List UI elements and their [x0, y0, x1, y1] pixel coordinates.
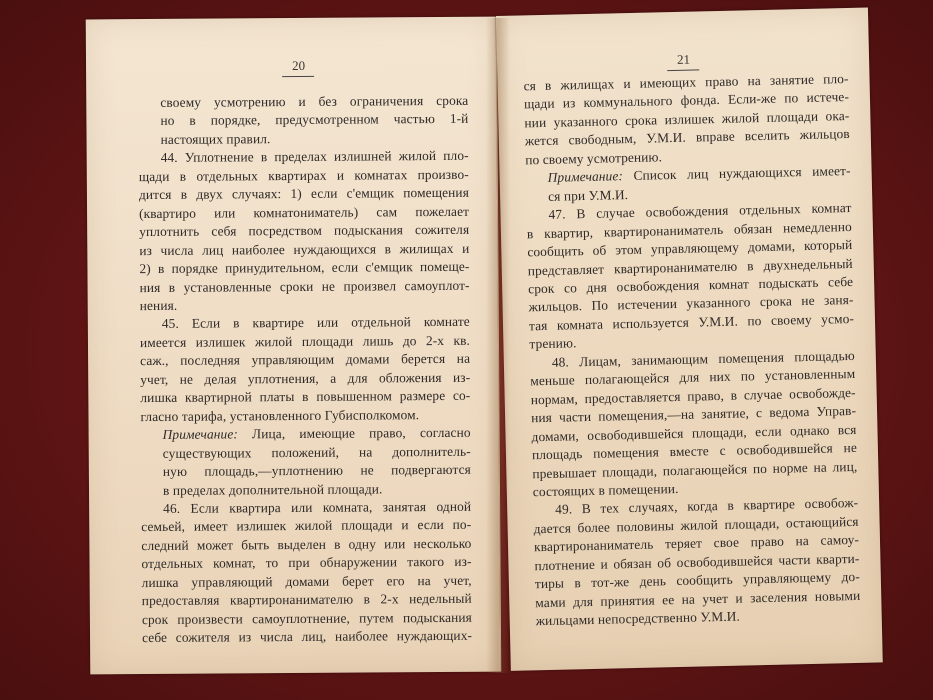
page-number: 20 — [291, 57, 306, 74]
text-line: срок произвести самоуплотнение, путем подыскания — [141, 609, 472, 627]
text-line: площадь помещения вместе с освободившейся не — [531, 439, 858, 463]
text-line: сообщить об этом управляющему домами, который — [527, 237, 853, 260]
page-number-rule — [667, 69, 699, 71]
text-line: нии указанного срока излишек жилой площади ока- — [524, 107, 850, 131]
text-line: гласно тарифа, установленного Губисполкомом. — [140, 406, 420, 424]
text-line: семьей, имеет излишек жилой площади и если по- — [141, 517, 472, 535]
text-line: ся при У.М.И. — [547, 186, 629, 204]
text-line: меньше полагающейся для них по установленным — [530, 366, 856, 389]
left-page — [86, 17, 502, 675]
text-line: трению. — [529, 335, 577, 352]
text-line: из числа лиц наиболее нуждающихся в жилищах и — [139, 240, 470, 258]
text-line: себе сожителя из числа лиц, наиболее нуждающих- — [141, 627, 473, 646]
text-line: мами для принятия ее на учет и заселения новыми — [535, 587, 861, 610]
text-line: своему усмотрению и без ограничения срока — [160, 92, 469, 110]
text-line: отдельных комнат, то при обнаружении такого из- — [141, 554, 472, 572]
text-line: состоящих в помещении. — [532, 480, 679, 500]
text-line: жильцами непосредственно У.М.И. — [535, 608, 741, 629]
text-line: нения. — [139, 297, 178, 314]
text-line: квартиронаниматель теряет свое право на самоу- — [533, 532, 860, 555]
text-line: жется свободным, У.М.И. вправе вселить жильцов — [524, 126, 850, 149]
text-line: ния в установленные сроки не произвел самоуплот- — [139, 277, 470, 295]
text-line: тая комната используется У.М.И. по своему усмо- — [528, 310, 855, 334]
text-line: домами, освободившейся площади, если однако вся — [531, 421, 857, 444]
text-line: в пределах дополнительной площади. — [162, 480, 383, 498]
text-line: 48. Лицам, занимающим помещения площадью — [551, 347, 855, 370]
text-line: 44. Уплотнение в пределах излишней жилой пло- — [160, 148, 469, 166]
text-line: дится в двух случаях: 1) если с'емщик помещения — [138, 185, 469, 203]
text-line: превышает площади, полагающейся по норме на лиц, — [532, 458, 858, 481]
text-line: лишка квартирной платы в повышенном размере со- — [140, 388, 471, 406]
text-line: 47. В случае освобождения отдельных комнат — [548, 200, 852, 223]
text-line: настоящих правил. — [160, 131, 271, 147]
text-line: ния части помещения,—на занятие, с ведома Управ- — [530, 403, 857, 426]
text-line: щади в отдельных квартирах и комнатах произво- — [138, 166, 469, 184]
text-line: уплотнить себя посредством подыскания сожителя — [139, 221, 470, 240]
page-number: 21 — [676, 51, 691, 67]
text-line: нормам, предоставляется право, в случае освобожде- — [530, 384, 856, 408]
text-line: плотнение и обязан об освободившейся части кварти- — [534, 550, 860, 574]
text-line: 46. Если квартира или комната, занятая одной — [163, 498, 472, 516]
text-line: саж., последняя управляющим домами берется на — [140, 351, 471, 369]
text-line: ную площадь,—уплотнению не подвергаются — [162, 461, 471, 479]
text-line: ся в жилищах и имеющих право на занятие пло- — [523, 71, 849, 94]
text-line: предоставляя квартиронанимателю в 2-х недельный — [141, 590, 472, 609]
text-line: Примечание: Список лиц нуждающихся имеет- — [547, 163, 851, 186]
text-line: щади из коммунального фонда. Если-же по истече- — [523, 89, 850, 112]
text-line: 49. В тех случаях, когда в квартире освобож- — [555, 495, 859, 518]
note-label: Примечание: — [162, 426, 238, 443]
text-line: учет, не делая уплотнения, а для обложения из- — [140, 369, 471, 387]
page-number-rule — [282, 76, 314, 77]
text-line: тиры в тот-же день сообщить управляющему до- — [534, 569, 860, 592]
left-page-text — [138, 92, 472, 648]
right-page-text — [523, 70, 860, 631]
text-line: существующих положений, на дополнитель- — [162, 443, 471, 461]
text-line: в квартир, квартиронаниматель обязан немедленно — [526, 218, 853, 241]
text-line: по своему усмотрению. — [525, 149, 663, 168]
text-line: дается более половины жилой площади, остающийся — [533, 513, 859, 537]
text-line: 2) в порядке принудительном, если с'емщик помеще- — [139, 258, 470, 277]
text-line: но в порядке, предусмотренном частью 1-й — [160, 111, 469, 129]
text-line: жильцов. По истечении указанного срока не заня- — [528, 292, 854, 315]
text-line: (квартиро или комнатониматель) сам пожелает — [139, 203, 470, 221]
text-line: лишка управляющий домами берет его на учет, — [141, 572, 472, 590]
text-line: представляет квартиронанимателю в двухнедельный — [527, 255, 853, 278]
text-line: имеется излишек жилой площади лишь до 2-х кв. — [139, 332, 471, 350]
text-line: срок со дня освобождения комнат подыскать себе — [528, 273, 854, 297]
text-line: 45. Если в квартире или отдельной комнате — [161, 314, 470, 332]
right-page — [496, 8, 883, 671]
text-line: Примечание: Лица, имеющие право, согласно — [162, 424, 471, 443]
text-line: следний может быть выделен в одну или несколько — [141, 535, 472, 553]
note-label: Примечание: — [547, 168, 624, 186]
